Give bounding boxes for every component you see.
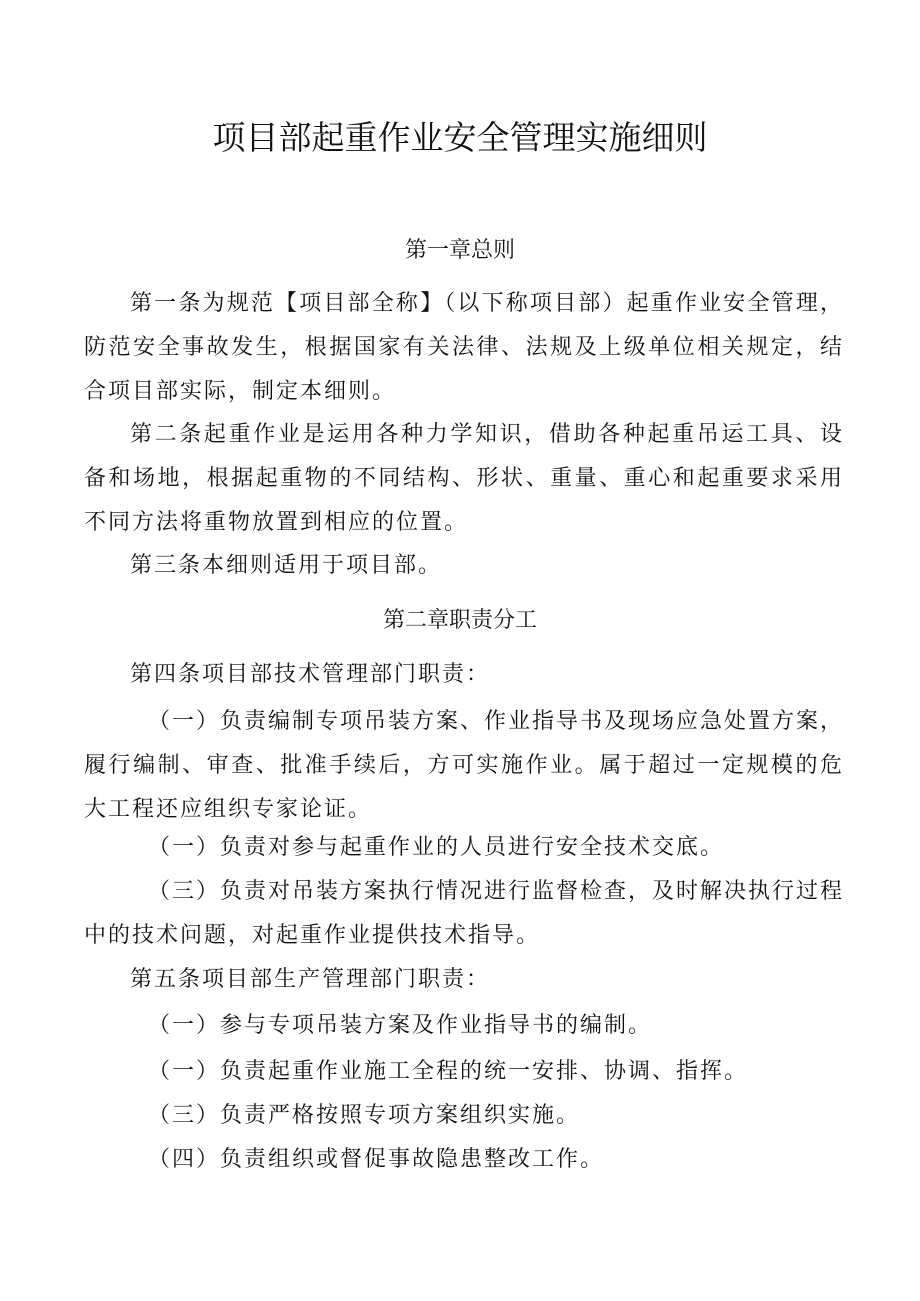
list-item: （一）负责编制专项吊装方案、作业指导书及现场应急处置方案，履行编制、审查、批准手续后，方可实施作业。属于超过一定规模的危大工程还应组织专家论证。 xyxy=(84,709,845,822)
article-paragraph-5: 第五条项目部生产管理部门职责： xyxy=(130,967,491,992)
article-paragraph-1: 第一条为规范【项目部全称】（以下称项目部）起重作业安全管理，防范安全事故发生，根据国家有关法律、法规及上级单位相关规定，结合项目部实际，制定本细则。 xyxy=(84,291,844,404)
chapter-heading-2: 第二章职责分工 xyxy=(382,608,537,633)
list-item: （三）负责严格按照专项方案组织实施。 xyxy=(148,1103,581,1128)
list-item: （一）负责对参与起重作业的人员进行安全技术交底。 xyxy=(148,835,725,860)
article-paragraph-4: 第四条项目部技术管理部门职责： xyxy=(130,662,491,687)
list-item: （一）负责起重作业施工全程的统一安排、协调、指挥。 xyxy=(148,1059,749,1084)
article-paragraph-2: 第二条起重作业是运用各种力学知识，借助各种起重吊运工具、设备和场地，根据起重物的不同结构、形状、重量、重心和起重要求采用不同方法将重物放置到相应的位置。 xyxy=(84,422,844,535)
document-title: 项目部起重作业安全管理实施细则 xyxy=(212,118,708,157)
list-item: （四）负责组织或督促事故隐患整改工作。 xyxy=(148,1147,605,1172)
list-item: （一）参与专项吊装方案及作业指导书的编制。 xyxy=(148,1013,653,1038)
chapter-heading-1: 第一章总则 xyxy=(404,238,515,263)
list-item: （三）负责对吊装方案执行情况进行监督检查，及时解决执行过程中的技术问题，对起重作业提供技术指导。 xyxy=(84,879,845,948)
article-paragraph-3: 第三条本细则适用于项目部。 xyxy=(130,553,443,578)
